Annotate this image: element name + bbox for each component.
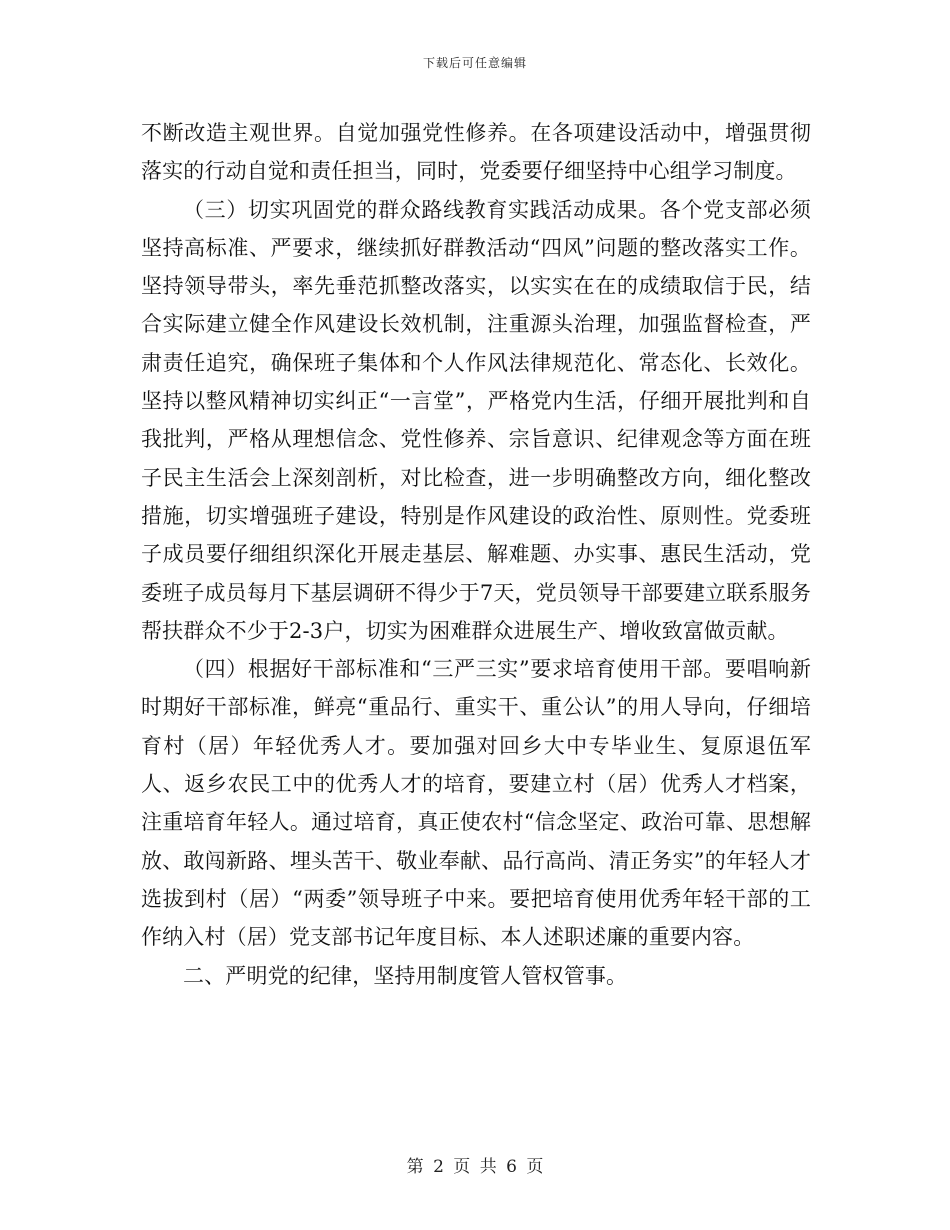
paragraph-heading-two: 二、严明党的纪律，坚持用制度管人管权管事。 bbox=[183, 963, 628, 988]
paragraph-continuation: 不断改造主观世界。自觉加强党性修养。在各项建设活动中，增强贯彻落实的行动自觉和责任担当，同时，党委要仔细坚持中心组学习制度。 bbox=[141, 121, 811, 184]
page-number-footer: 第 2 页 共 6 页 bbox=[406, 1157, 544, 1177]
paragraph-section-four: （四）根据好干部标准和“三严三实”要求培育使用干部。要唱响新时期好干部标准，鲜亮“重品行、重实干、重公认”的用人导向，仔细培育村（居）年轻优秀人才。要加强对回乡大中专毕业生、复原退伍军人、返乡农民工中的优秀人才的培育，要建立村（居）优秀人才档案，注重培育年轻人。通过培育，真正使农村“信念坚定、政治可靠、思想解放、敢闯新路、埋头苦干、敬业奉献、品行高尚、清正务实”的年轻人才选拔到村（居）“两委”领导班子中来。要把培育使用优秀年轻干部的工作纳入村（居）党支部书记年度目标、本人述职述廉的重要内容。 bbox=[141, 657, 811, 950]
document-body bbox=[141, 114, 811, 995]
page-header-note: 下载后可任意编辑 bbox=[422, 56, 527, 70]
paragraph-section-three: （三）切实巩固党的群众路线教育实践活动成果。各个党支部必须坚持高标准、严要求，继续抓好群教活动“四风”问题的整改落实工作。坚持领导带头，率先垂范抓整改落实，以实实在在的成绩取信于民，结合实际建立健全作风建设长效机制，注重源头治理，加强监督检查，严肃责任追究，确保班子集体和个人作风法律规范化、常态化、长效化。坚持以整风精神切实纠正“一言堂”，严格党内生活，仔细开展批判和自我批判，严格从理想信念、党性修养、宗旨意识、纪律观念等方面在班子民主生活会上深刻剖析，对比检查，进一步明确整改方向，细化整改措施，切实增强班子建设，特别是作风建设的政治性、原则性。党委班子成员要仔细组织深化开展走基层、解难题、办实事、惠民生活动，党委班子成员每月下基层调研不得少于7天，党员领导干部要建立联系服务帮扶群众不少于2-3户，切实为困难群众进展生产、增收致富做贡献。 bbox=[141, 197, 811, 643]
